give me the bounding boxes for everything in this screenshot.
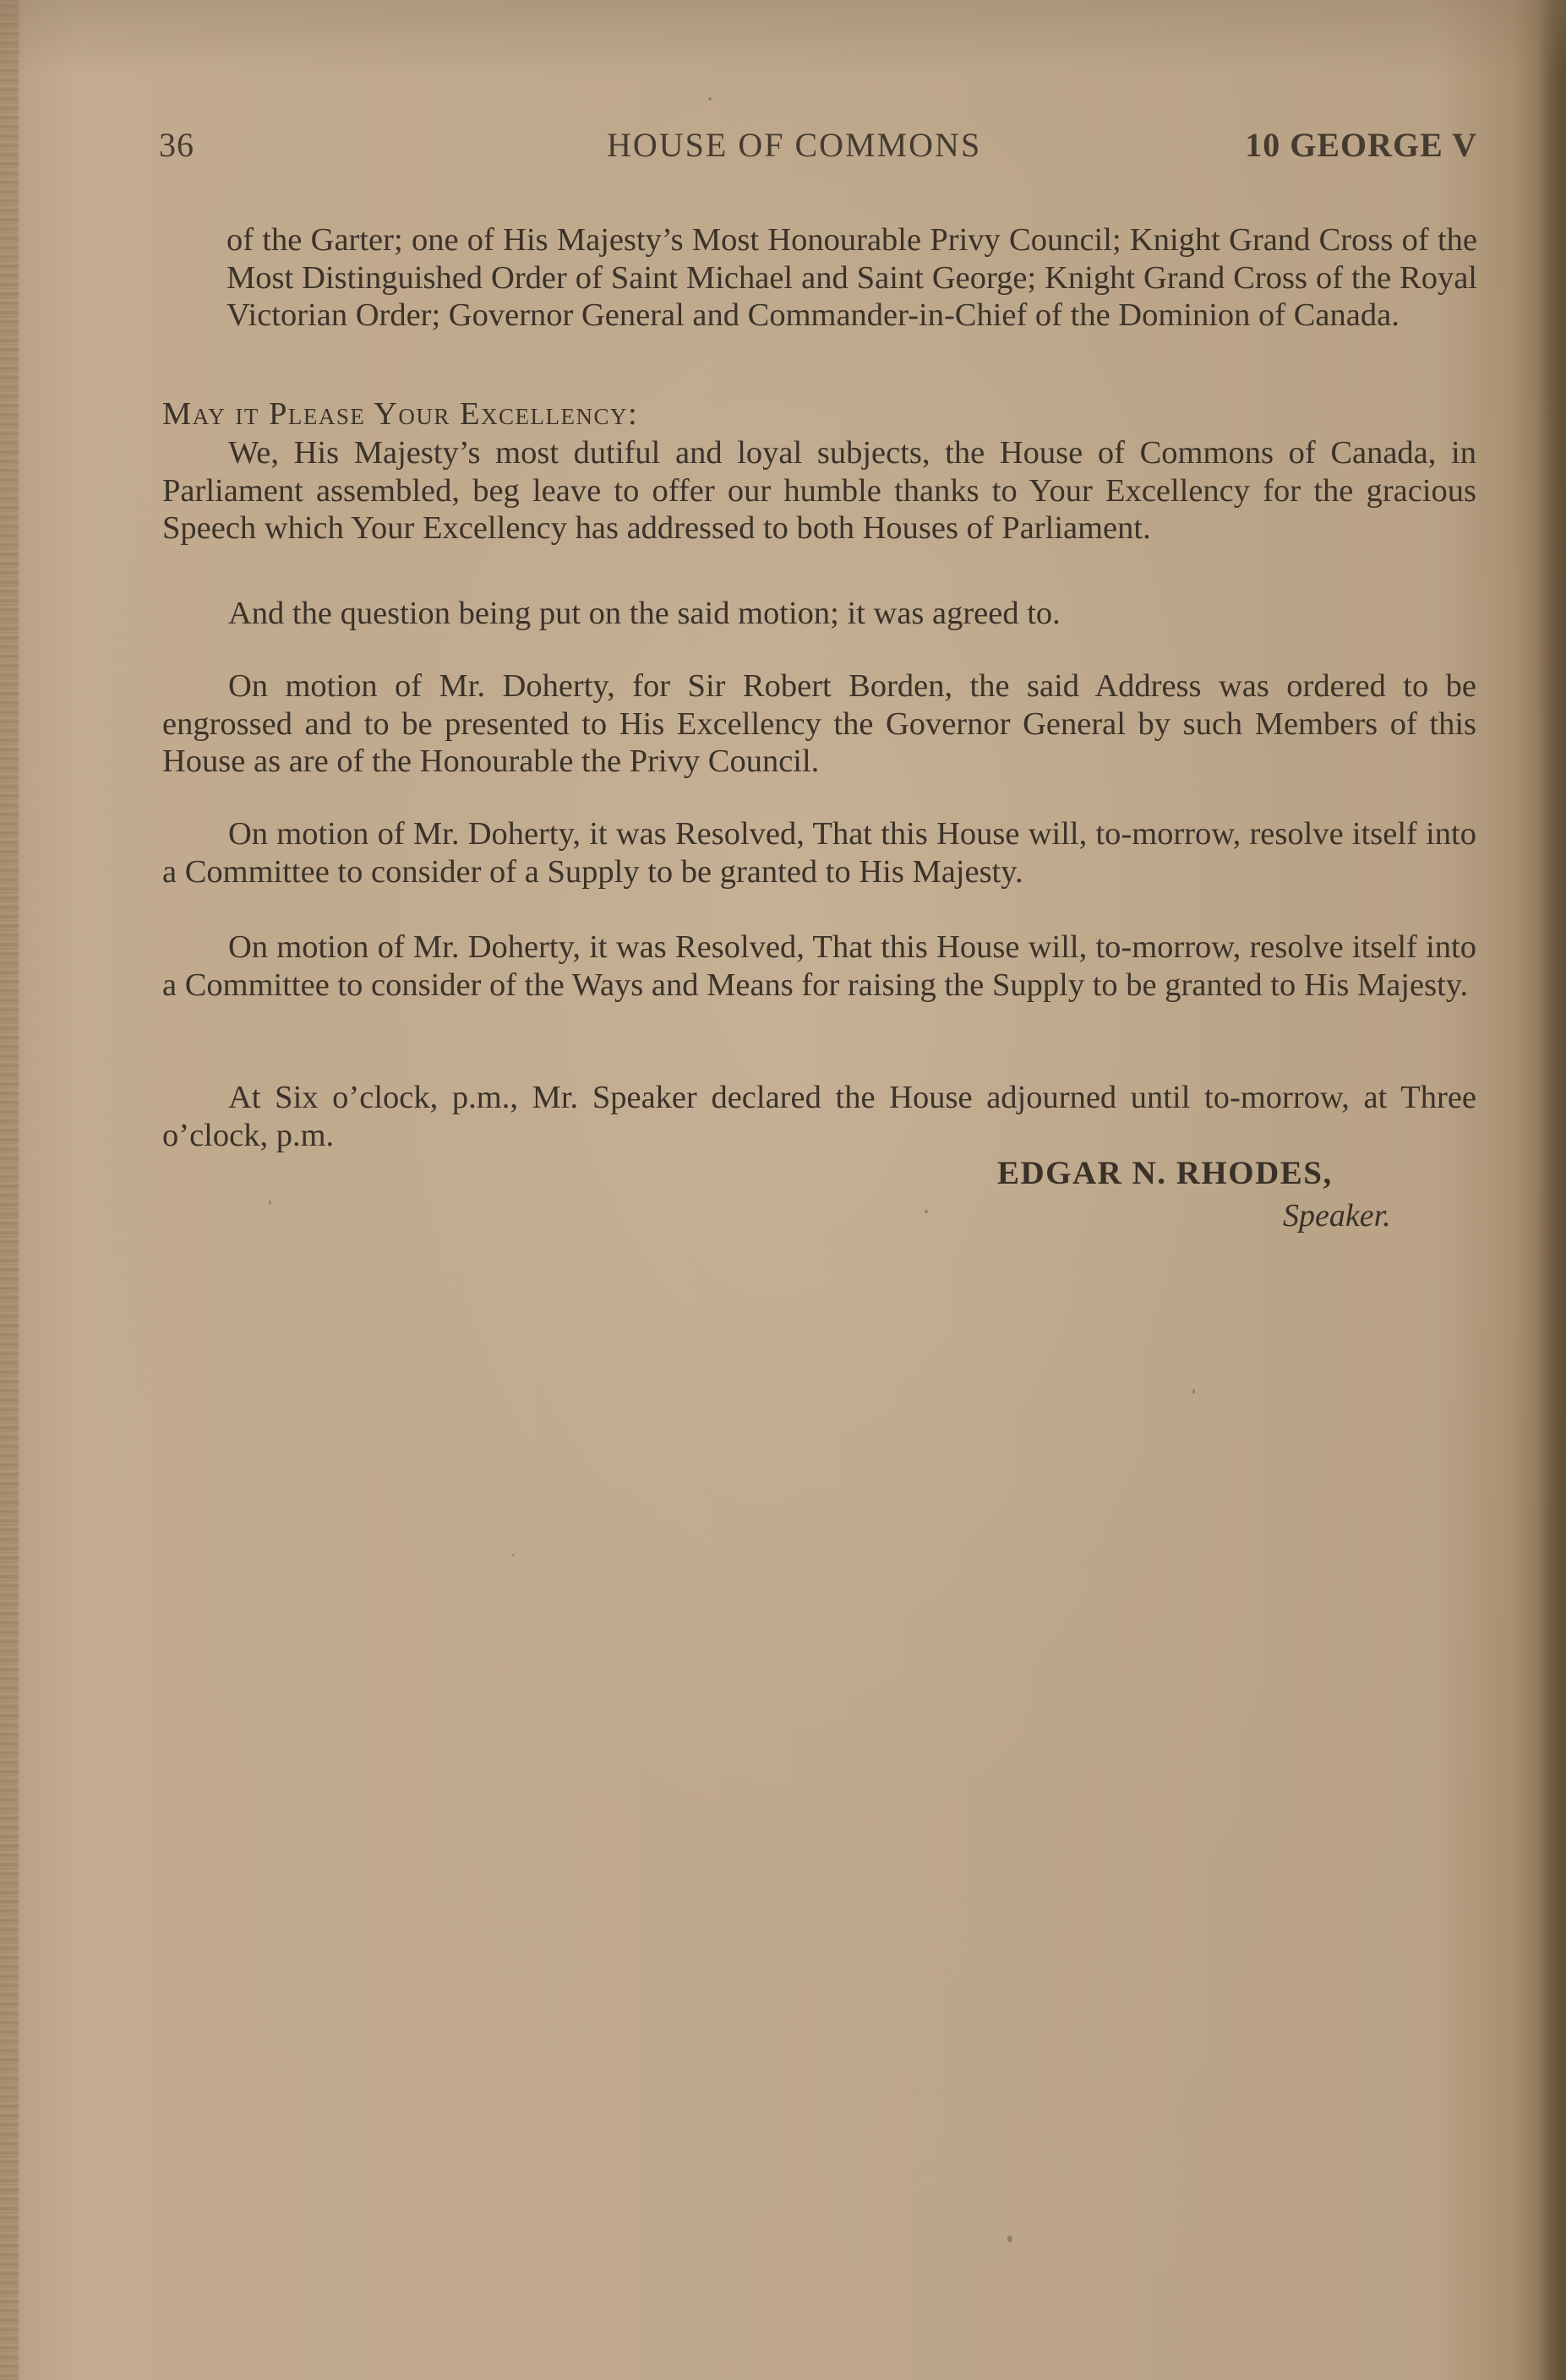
salutation: May it Please Your Excellency: xyxy=(162,396,639,432)
address-continued: of the Garter; one of His Majesty’s Most Honourable Privy Council; Knight Grand Cross of the Most Distinguished Order of Saint Michael and Saint George; Knight Grand Cross of the Royal Victorian Order; Governor General and Commander-in-Chief of the Dominion of Canada. xyxy=(226,222,1477,333)
paper-speck xyxy=(708,97,712,101)
page-left-edge xyxy=(0,0,19,2380)
paragraph-adjournment: At Six o’clock, p.m., Mr. Speaker declared the House adjourned until to-morrow, at Three o’clock, p.m. xyxy=(162,1080,1476,1153)
paragraph-address-engrossed: On motion of Mr. Doherty, for Sir Robert Borden, the said Address was ordered to be engrossed and to be presented to His Excellency the Governor General by such Members of this House as are of the Honourable the Privy Council. xyxy=(162,668,1476,779)
paper-speck xyxy=(512,1554,515,1556)
page-number: 36 xyxy=(159,126,194,164)
paragraph-supply-committee: On motion of Mr. Doherty, it was Resolved, That this House will, to-morrow, resolve itself into a Committee to consider of a Supply to be granted to His Majesty. xyxy=(162,816,1476,890)
signature-title: Speaker. xyxy=(1283,1198,1391,1234)
paragraph-motion-agreed: And the question being put on the said motion; it was agreed to. xyxy=(228,596,1061,631)
paper-speck xyxy=(925,1210,928,1213)
paper-speck xyxy=(269,1201,271,1205)
paragraph-address-reply: We, His Majesty’s most dutiful and loyal subjects, the House of Commons of Canada, in Parliament assembled, beg leave to offer our humble thanks to Your Excellency for the gracious Speech which Your Excellency has addressed to both Houses of Parliament. xyxy=(162,435,1476,546)
paper-speck xyxy=(1192,1389,1195,1394)
paragraph-ways-and-means: On motion of Mr. Doherty, it was Resolved, That this House will, to-morrow, resolve itself into a Committee to consider of the Ways and Means for raising the Supply to be granted to His Majesty. xyxy=(162,929,1476,1003)
running-title: HOUSE OF COMMONS xyxy=(607,126,982,164)
signature-name: EDGAR N. RHODES, xyxy=(997,1155,1333,1191)
paper-speck xyxy=(1007,2236,1012,2242)
running-header xyxy=(159,125,1477,167)
page-top-shade xyxy=(0,0,1566,76)
regnal-year: 10 GEORGE V xyxy=(1245,126,1477,164)
page-right-edge xyxy=(1537,0,1566,2380)
